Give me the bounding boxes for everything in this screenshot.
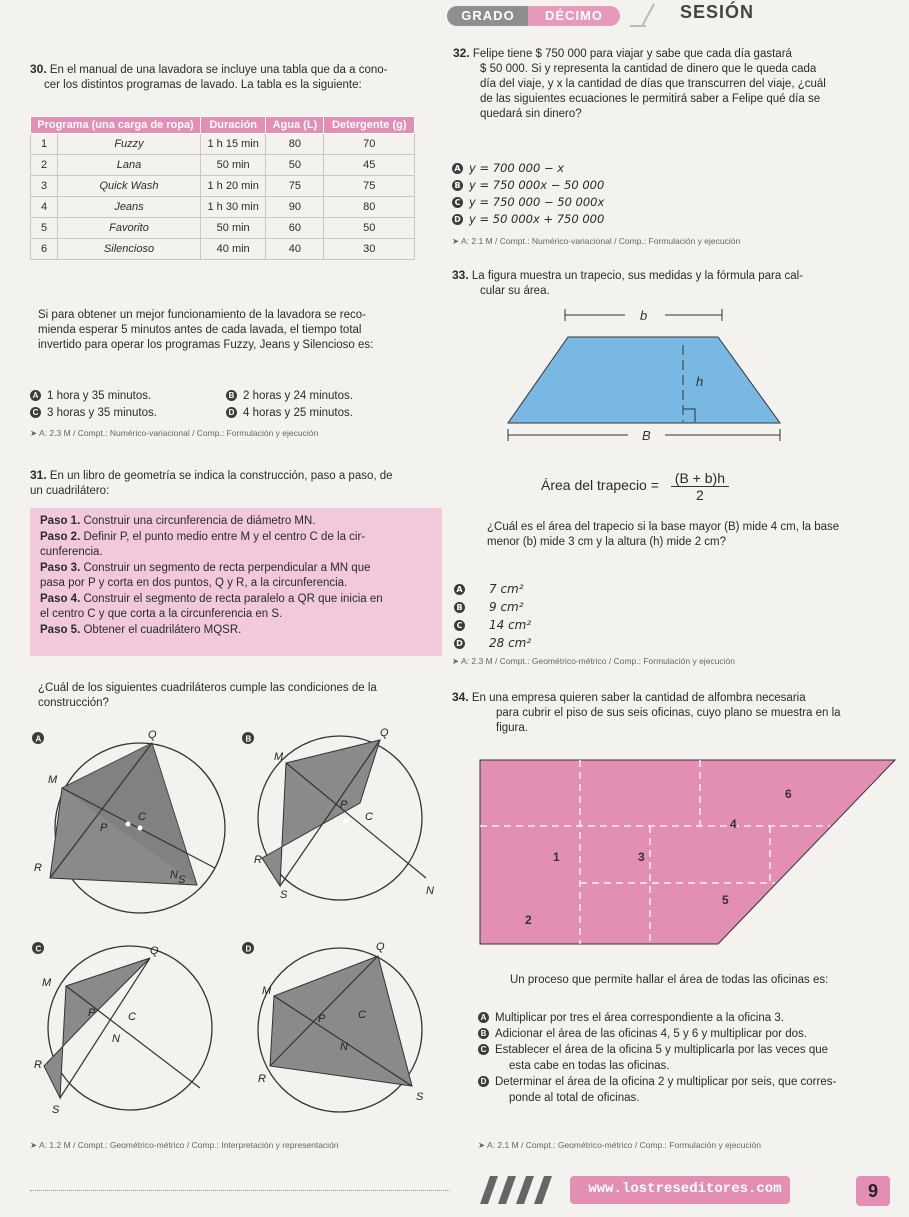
table-cell: 40 min [200,239,265,260]
point-label: R [254,854,262,866]
svg-text:B: B [245,734,252,744]
q32-reference: ➤ A: 2.1 M / Compt.: Numérico-variacional / Comp.: Formulación y ejecución [452,236,741,246]
table-cell: 3 [31,176,58,197]
point-label: N [426,885,434,897]
table-cell: 50 [324,218,415,239]
q30-option-c[interactable]: C 3 horas y 35 minutos. [30,406,157,421]
q30-reference: ➤ A: 2.3 M / Compt.: Numérico-variacional / Comp.: Formulación y ejecución [30,428,319,438]
q33-option-d[interactable]: D 28 cm² [454,634,531,652]
q33-option-b[interactable]: B 9 cm² [454,598,531,616]
session-icon [622,2,662,28]
office-label-6: 6 [785,787,792,801]
q32-options [452,160,604,228]
q30-intro: 30. En el manual de una lavadora se incluye una tabla que da a cono- cer los distintos programas de lavado. La tabla es la siguiente: [30,62,388,91]
point-label: Q [380,728,389,739]
table-cell: 50 min [200,218,265,239]
small-base-label: b [640,308,648,323]
point-label: C [138,811,146,823]
q34-options [478,1010,903,1106]
q31-intro: 31. En un libro de geometría se indica la construcción, paso a paso, de un cuadrilátero: [30,468,393,497]
trapezoid-figure [500,305,800,455]
point-label: N [170,869,178,881]
point-label: S [52,1104,60,1116]
table-cell: 4 [31,197,58,218]
height-label: h [696,374,704,389]
q31-question: ¿Cuál de los siguientes cuadriláteros cumple las condiciones de la construcción? [38,682,377,709]
program-table: Programa (una carga de ropa) Duración Agua (L) Detergente (g) 1 Fuzzy 1 h 15 min 80 70 2 Lana 50 min 50 45 3 Quick Wash 1 h 20 min 75 75 4 Jeans 1 h 30 min 90 80 5 Favorito 50 min 60 50 6 Silencioso 40 min 40 30 [30,116,415,260]
table-cell: 90 [266,197,324,218]
q34-prompt: Un proceso que permite hallar el área de todas las oficinas es: [510,974,829,986]
office-plan [470,758,906,948]
point-label: P [100,822,108,834]
table-cell: 80 [266,134,324,155]
table-cell: 45 [324,155,415,176]
table-cell: 1 h 30 min [200,197,265,218]
footer-divider [30,1190,450,1191]
page-number: 9 [856,1176,890,1206]
office-label-5: 5 [722,893,729,907]
svg-text:D: D [245,944,252,954]
point-label: M [48,774,58,786]
table-cell: Fuzzy [58,134,201,155]
q33-question: ¿Cuál es el área del trapecio si la base mayor (B) mide 4 cm, la base menor (b) mide 3 cm y la altura (h) mide 2 cm? [487,521,840,548]
q32-option-d[interactable]: D y = 50 000x + 750 000 [452,211,604,228]
point-label: C [365,811,373,823]
q34-reference: ➤ A: 2.1 M / Compt.: Geométrico-métrico / Comp.: Formulación y ejecución [478,1140,761,1150]
area-formula: Área del trapecio = $\frac{(B + b)h}{2}$ [541,470,729,503]
table-cell: 70 [324,134,415,155]
point-label: S [416,1091,424,1103]
table-cell: Silencioso [58,239,201,260]
q31-option-b[interactable] [242,732,426,900]
svg-text:A: A [35,734,42,744]
construction-step: el centro C y que corta a la circunferencia en S. [40,608,283,620]
point-label: P [88,1007,96,1019]
table-cell: 2 [31,155,58,176]
point-label: R [258,1073,266,1085]
point-label: Q [150,945,159,957]
point-label: M [262,985,272,997]
q33-intro: 33. La figura muestra un trapecio, sus medidas y la fórmula para cal- cular su área. [452,268,803,297]
trapezoid-shape [508,337,780,423]
point-label: R [34,1059,42,1071]
office-label-4: 4 [730,817,737,831]
construction-step: Paso 2. Definir P, el punto medio entre M y el centro C de la cir- [40,530,366,543]
office-label-1: 1 [553,850,560,864]
office-label-3: 3 [638,850,645,864]
table-cell: 1 h 20 min [200,176,265,197]
q31-steps-box [30,508,442,656]
construction-step: Paso 1. Construir una circunferencia de diámetro MN. [40,515,316,527]
table-cell: 80 [324,197,415,218]
q34-option-b[interactable]: B Adicionar el área de las oficinas 4, 5 y 6 y multiplicar por dos. [478,1026,903,1042]
point-label: N [112,1033,120,1045]
q30-option-d[interactable]: D 4 horas y 25 minutos. [226,406,353,421]
q31-option-d[interactable] [242,942,422,1112]
table-cell: 1 h 15 min [200,134,265,155]
svg-text:C: C [35,944,42,954]
table-cell: 60 [266,218,324,239]
q33-option-c[interactable]: C 14 cm² [454,616,531,634]
table-cell: Jeans [58,197,201,218]
q34-option-a[interactable]: A Multiplicar por tres el área correspondiente a la oficina 3. [478,1010,903,1026]
table-cell: 75 [266,176,324,197]
table-cell: Favorito [58,218,201,239]
table-cell: 6 [31,239,58,260]
q30-option-b[interactable]: B 2 horas y 24 minutos. [226,389,353,404]
point-label: R [34,862,42,874]
footer [460,1170,900,1210]
grade-level-badge: DÉCIMO [528,6,620,26]
table-row [31,155,415,176]
table-cell: 1 [31,134,58,155]
large-base-label: B [642,428,651,443]
q33-option-a[interactable]: A 7 cm² [454,580,531,598]
page-header [0,0,909,30]
point-label: P [340,799,348,811]
website-link[interactable]: www.lostreseditores.com [588,1181,782,1197]
table-cell: Quick Wash [58,176,201,197]
table-cell: 5 [31,218,58,239]
q34-option-c[interactable]: C Establecer el área de la oficina 5 y multiplicarla por las veces que esta cabe en todas las oficinas. [478,1042,903,1074]
q34-option-d[interactable]: D Determinar el área de la oficina 2 y multiplicar por seis, que corres- ponde al total de oficinas. [478,1074,903,1106]
table-row [31,218,415,239]
table-cell: 50 min [200,155,265,176]
point-label: M [274,751,284,763]
table-row [31,176,415,197]
session-label: SESIÓN [680,2,755,22]
q32-option-c[interactable]: C y = 750 000 − 50 000x [452,194,604,211]
q31-option-a[interactable] [32,732,225,913]
stripes-decoration [470,1176,560,1204]
construction-step: pasa por P y corta en dos puntos, Q y R, a la circunferencia. [40,577,348,589]
table-row [31,197,415,218]
grade-badge: GRADO [447,6,529,26]
point-label: S [178,874,186,886]
point-label: S [280,889,288,901]
table-cell: Lana [58,155,201,176]
point-label: M [42,977,52,989]
point-label: C [128,1011,136,1023]
construction-step: Paso 4. Construir el segmento de recta paralelo a QR que inicia en [40,592,383,605]
office-label-2: 2 [525,913,532,927]
construction-step: cunferencia. [40,546,103,558]
table-row [31,134,415,155]
table-cell: 30 [324,239,415,260]
q32-option-a[interactable]: A y = 700 000 − x [452,160,604,177]
q30-option-a[interactable]: A 1 hora y 35 minutos. [30,389,151,404]
table-cell: 75 [324,176,415,197]
q33-options [454,580,531,652]
construction-step: Paso 3. Construir un segmento de recta perpendicular a MN que [40,561,371,574]
table-cell: 50 [266,155,324,176]
construction-step: Paso 5. Obtener el cuadrilátero MQSR. [40,623,242,636]
q33-reference: ➤ A: 2.3 M / Compt.: Geométrico-métrico / Comp.: Formulación y ejecución [452,656,735,666]
point-label: N [340,1041,348,1053]
table-cell: 40 [266,239,324,260]
q32-option-b[interactable]: B y = 750 000x − 50 000 [452,177,604,194]
q30-question: Si para obtener un mejor funcionamiento de la lavadora se reco- mienda esperar 5 minutos antes de cada lavada, el tiempo total invertido para operar los programas Fuzzy, Jeans y Silencioso es: [38,309,374,351]
q31-figures [30,728,450,1138]
table-row [31,239,415,260]
q31-reference: ➤ A: 1.2 M / Compt.: Geométrico-métrico / Comp.: Interpretación y representación [30,1140,339,1150]
q32-intro: 32. Felipe tiene $ 750 000 para viajar y sabe que cada día gastará $ 50 000. Si y representa la cantidad de dinero que le queda cada día del viaje, y x la cantidad de días que transcurren del viaje, ¿cuál de las siguientes ecuaciones le permitirá saber a Felipe qué día se quedará sin dinero? [453,46,826,120]
point-label: C [358,1009,366,1021]
point-label: Q [148,729,157,741]
point-label: P [318,1013,326,1025]
point-label: Q [376,941,385,953]
q31-option-c[interactable] [32,942,212,1110]
q34-intro: 34. En una empresa quieren saber la cantidad de alfombra necesaria para cubrir el piso de sus seis oficinas, cuyo plano se muestra en la figura. [452,690,841,734]
